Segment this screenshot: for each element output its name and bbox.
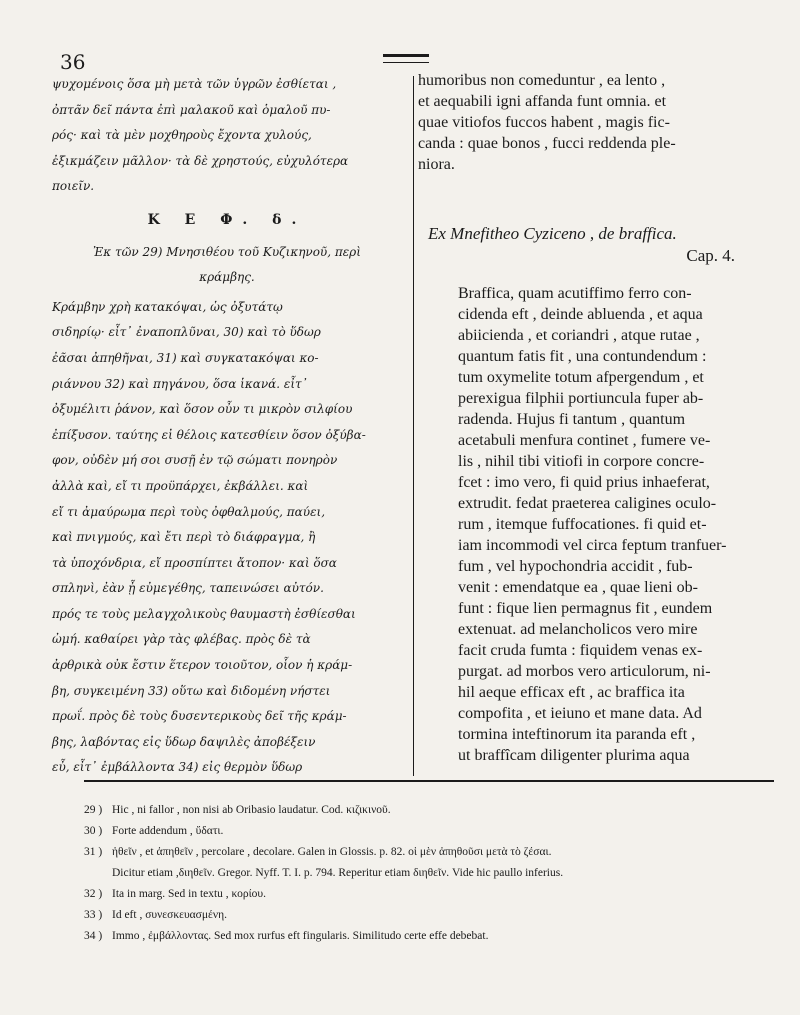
- greek-heading-line: κράμβης.: [199, 270, 255, 285]
- greek-text-line: ποιεῖν.: [52, 179, 95, 194]
- footnote-text: Immo , ἐμβάλλοντας. Sed mox rurfus eft fingularis. Similitudo certe effe debebat.: [112, 930, 489, 942]
- greek-text-line: ὀξυμέλιτι ῥάνον, καὶ ὅσον οὖν τι μικρὸν σιλφίου: [52, 402, 353, 417]
- latin-text-line: facit cruda fumta : fiquidem venas ex-: [458, 642, 703, 659]
- footnote-continuation: Dicitur etiam ,διηθεῖν. Gregor. Nyff. T. I. p. 794. Reperitur etiam διηθεῖν. Vide hic paullo inferius.: [112, 867, 564, 879]
- footnote: [84, 884, 784, 905]
- latin-text-line: rum , itemque fuffocationes. fi quid et-: [458, 516, 707, 533]
- greek-text-line: πρωΐ. πρὸς δὲ τοὺς δυσεντερικοὺς δεῖ τῆς κράμ-: [52, 709, 347, 724]
- footnote-text: Id eft , συνεσκευασμένη.: [112, 909, 227, 921]
- greek-text-line: ἀρθρικὰ οὐκ ἔστιν ἕτερον τοιοῦτον, οἷον ἡ κράμ-: [52, 658, 353, 673]
- latin-text-line: extrudit. fedat praeterea caligines oculo-: [458, 495, 717, 512]
- latin-text-line: ut braffîcam diligenter plurima aqua: [458, 747, 690, 764]
- greek-text-line: Κράμβην χρὴ κατακόψαι, ὡς ὀξυτάτῳ: [52, 299, 283, 314]
- greek-heading: [52, 240, 402, 291]
- greek-text-line: ἐξικμάζειν μᾶλλον· τὰ δὲ χρηστούς, εὐχυλότερα: [52, 153, 349, 168]
- latin-text-line: iam incommodi vel circa feptum tranfuer-: [458, 537, 727, 554]
- footnote-text: ἠθεῖν , et ἀπηθεῖν , percolare , decolare. Galen in Glossis. p. 82. οἱ μὲν ἀπηθοῦσι μετὰ τὸ ζέσαι.: [112, 846, 552, 858]
- latin-text-line: radenda. Hujus fi tantum , quantum: [458, 411, 686, 428]
- footnote: [84, 821, 784, 842]
- greek-text-line: πρός τε τοὺς μελαγχολικοὺς θαυμαστὴ ἐσθίεσθαι: [52, 606, 356, 621]
- footnotes: [84, 800, 784, 947]
- greek-text-line: σπληνὶ, ἐὰν ᾖ εὐμεγέθης, ταπεινώσει αὐτόν.: [52, 581, 324, 596]
- latin-chapter-title: Ex Mnefitheo Cyziceno , de braffica.: [428, 224, 677, 243]
- latin-text-line: niora.: [418, 156, 455, 173]
- latin-text-line: humoribus non comeduntur , ea lento ,: [418, 72, 666, 89]
- footnote-text: Hic , ni fallor , non nisi ab Oribasio laudatur. Cod. κιζικινοῦ.: [112, 804, 391, 816]
- greek-text-line: ὀπτᾶν δεῖ πάντα ἐπὶ μαλακοῦ καὶ ὁμαλοῦ πυ-: [52, 102, 331, 117]
- greek-text-line: τὰ ὑποχόνδρια, εἴ προσπίπτει ἄτοπον· καὶ ὅσα: [52, 555, 337, 570]
- greek-text-line: φον, οὐδὲν μή σοι συσῇ ἐν τῷ σώματι πονηρὸν: [52, 453, 338, 468]
- footnote-number: 33 ): [84, 909, 103, 921]
- page-number: 36: [60, 50, 86, 74]
- latin-text-line: extenuat. ad melancholicos vero mire: [458, 621, 698, 638]
- latin-text-line: purgat. ad morbos vero articulorum, ni-: [458, 663, 711, 680]
- latin-body: [418, 283, 763, 766]
- latin-text-line: quantum fatis fit , una contundendum :: [458, 348, 707, 365]
- footnote-rule: [84, 780, 774, 782]
- latin-text-line: venit : emendatque ea , quae lieni ob-: [458, 579, 698, 596]
- greek-heading-line: Ἐκ τῶν 29) Μνησιθέου τοῦ Κυζικηνοῦ, περὶ: [93, 244, 361, 259]
- greek-text-line: καὶ πνιγμούς, καὶ ἔτι περὶ τὸ διάφραγμα, ἢ: [52, 530, 316, 545]
- latin-text-line: quae vitiofos fuccos habent , magis fic-: [418, 114, 670, 131]
- latin-text-line: abiicienda , et coriandri , atque rutae ,: [458, 327, 700, 344]
- latin-column: [418, 70, 763, 766]
- latin-text-line: hil aeque efficax eft , ac braffica ita: [458, 684, 685, 701]
- greek-text-line: ἐᾶσαι ἀπηθῆναι, 31) καὶ συγκατακόψαι κο-: [52, 350, 319, 365]
- greek-text-line: ἐπίξυσον. ταύτης εἰ θέλοις κατεσθίειν ὅσον ὀξύβα-: [52, 427, 366, 442]
- greek-column: [52, 72, 402, 781]
- column-divider: [413, 76, 414, 776]
- greek-text-line: ἀλλὰ καὶ, εἴ τι προϋπάρχει, ἐκβάλλει. καὶ: [52, 478, 309, 493]
- greek-text-line: ὠμή. καθαίρει γὰρ τὰς φλέβας. πρὸς δὲ τὰ: [52, 632, 311, 647]
- latin-chapter-cap: Cap. 4.: [686, 246, 735, 265]
- latin-text-line: compofita , et ieiuno et mane data. Ad: [458, 705, 702, 722]
- footnote-number: 29 ): [84, 804, 103, 816]
- latin-intro: [418, 70, 763, 175]
- footnote-number: 31 ): [84, 846, 103, 858]
- footnote-number: 30 ): [84, 825, 103, 837]
- latin-text-line: funt : fique lien permagnus fit , eundem: [458, 600, 713, 617]
- latin-text-line: canda : quae bonos , fucci reddenda ple-: [418, 135, 676, 152]
- greek-intro: [52, 72, 402, 200]
- latin-text-line: lis , nihil tibi vitiofi in corpore concre-: [458, 453, 705, 470]
- footnote-number: 34 ): [84, 930, 103, 942]
- footnote: [84, 926, 784, 947]
- greek-text-line: ρός· καὶ τὰ μὲν μοχθηροὺς ἔχοντα χυλούς,: [52, 128, 312, 143]
- latin-text-line: acetabuli menfura continet , fumere ve-: [458, 432, 711, 449]
- greek-text-line: ψυχομένοις ὅσα μὴ μετὰ τῶν ὑγρῶν ἐσθίεται ,: [52, 77, 337, 91]
- greek-body: [52, 295, 402, 781]
- latin-text-line: Braffica, quam acutiffimo ferro con-: [458, 285, 692, 302]
- latin-text-line: tum oxymelite totum afpergendum , et: [458, 369, 704, 386]
- footnote-number: 32 ): [84, 888, 103, 900]
- greek-text-line: σιδηρίῳ· εἶτ᾽ ἐναποπλῦναι, 30) καὶ τὸ ὕδωρ: [52, 325, 321, 340]
- greek-text-line: βης, λαβόντας εἰς ὕδωρ δαψιλὲς ἀποβέξειν: [52, 734, 316, 749]
- latin-text-line: cidenda eft , deinde abluenda , et aqua: [458, 306, 703, 323]
- footnote: [84, 842, 784, 863]
- footnote-text: Ita in marg. Sed in textu , κορίου.: [112, 888, 267, 900]
- latin-text-line: perexigua filphii portiuncula fuper ab-: [458, 390, 704, 407]
- footnote-text: Forte addendum , ὕδατι.: [112, 825, 224, 837]
- latin-text-line: et aequabili igni affanda funt omnia. et: [418, 93, 667, 110]
- greek-text-line: βη, συγκειμένη 33) οὕτω καὶ διδομένη νήστει: [52, 683, 331, 698]
- latin-text-line: fum , vel hypochondria accidit , fub-: [458, 558, 693, 575]
- chapter-label: Κ Ε Φ. δ.: [147, 211, 307, 228]
- greek-text-line: ριάννου 32) καὶ πηγάνου, ὅσα ἱκανά. εἶτ᾽: [52, 376, 308, 391]
- greek-text-line: εἴ τι ἀμαύρωμα περὶ τοὺς ὀφθαλμούς, παύει,: [52, 504, 326, 519]
- latin-text-line: tormina inteftinorum ita paranda eft ,: [458, 726, 696, 743]
- greek-text-line: εὖ, εἶτ᾽ ἐμβάλλοντα 34) εἰς θερμὸν ὕδωρ: [52, 760, 303, 775]
- latin-text-line: fcet : imo vero, fi quid prius inhaeferat,: [458, 474, 710, 491]
- footnote: [84, 905, 784, 926]
- footnote: [84, 800, 784, 821]
- header-ornament-rule: [383, 54, 429, 63]
